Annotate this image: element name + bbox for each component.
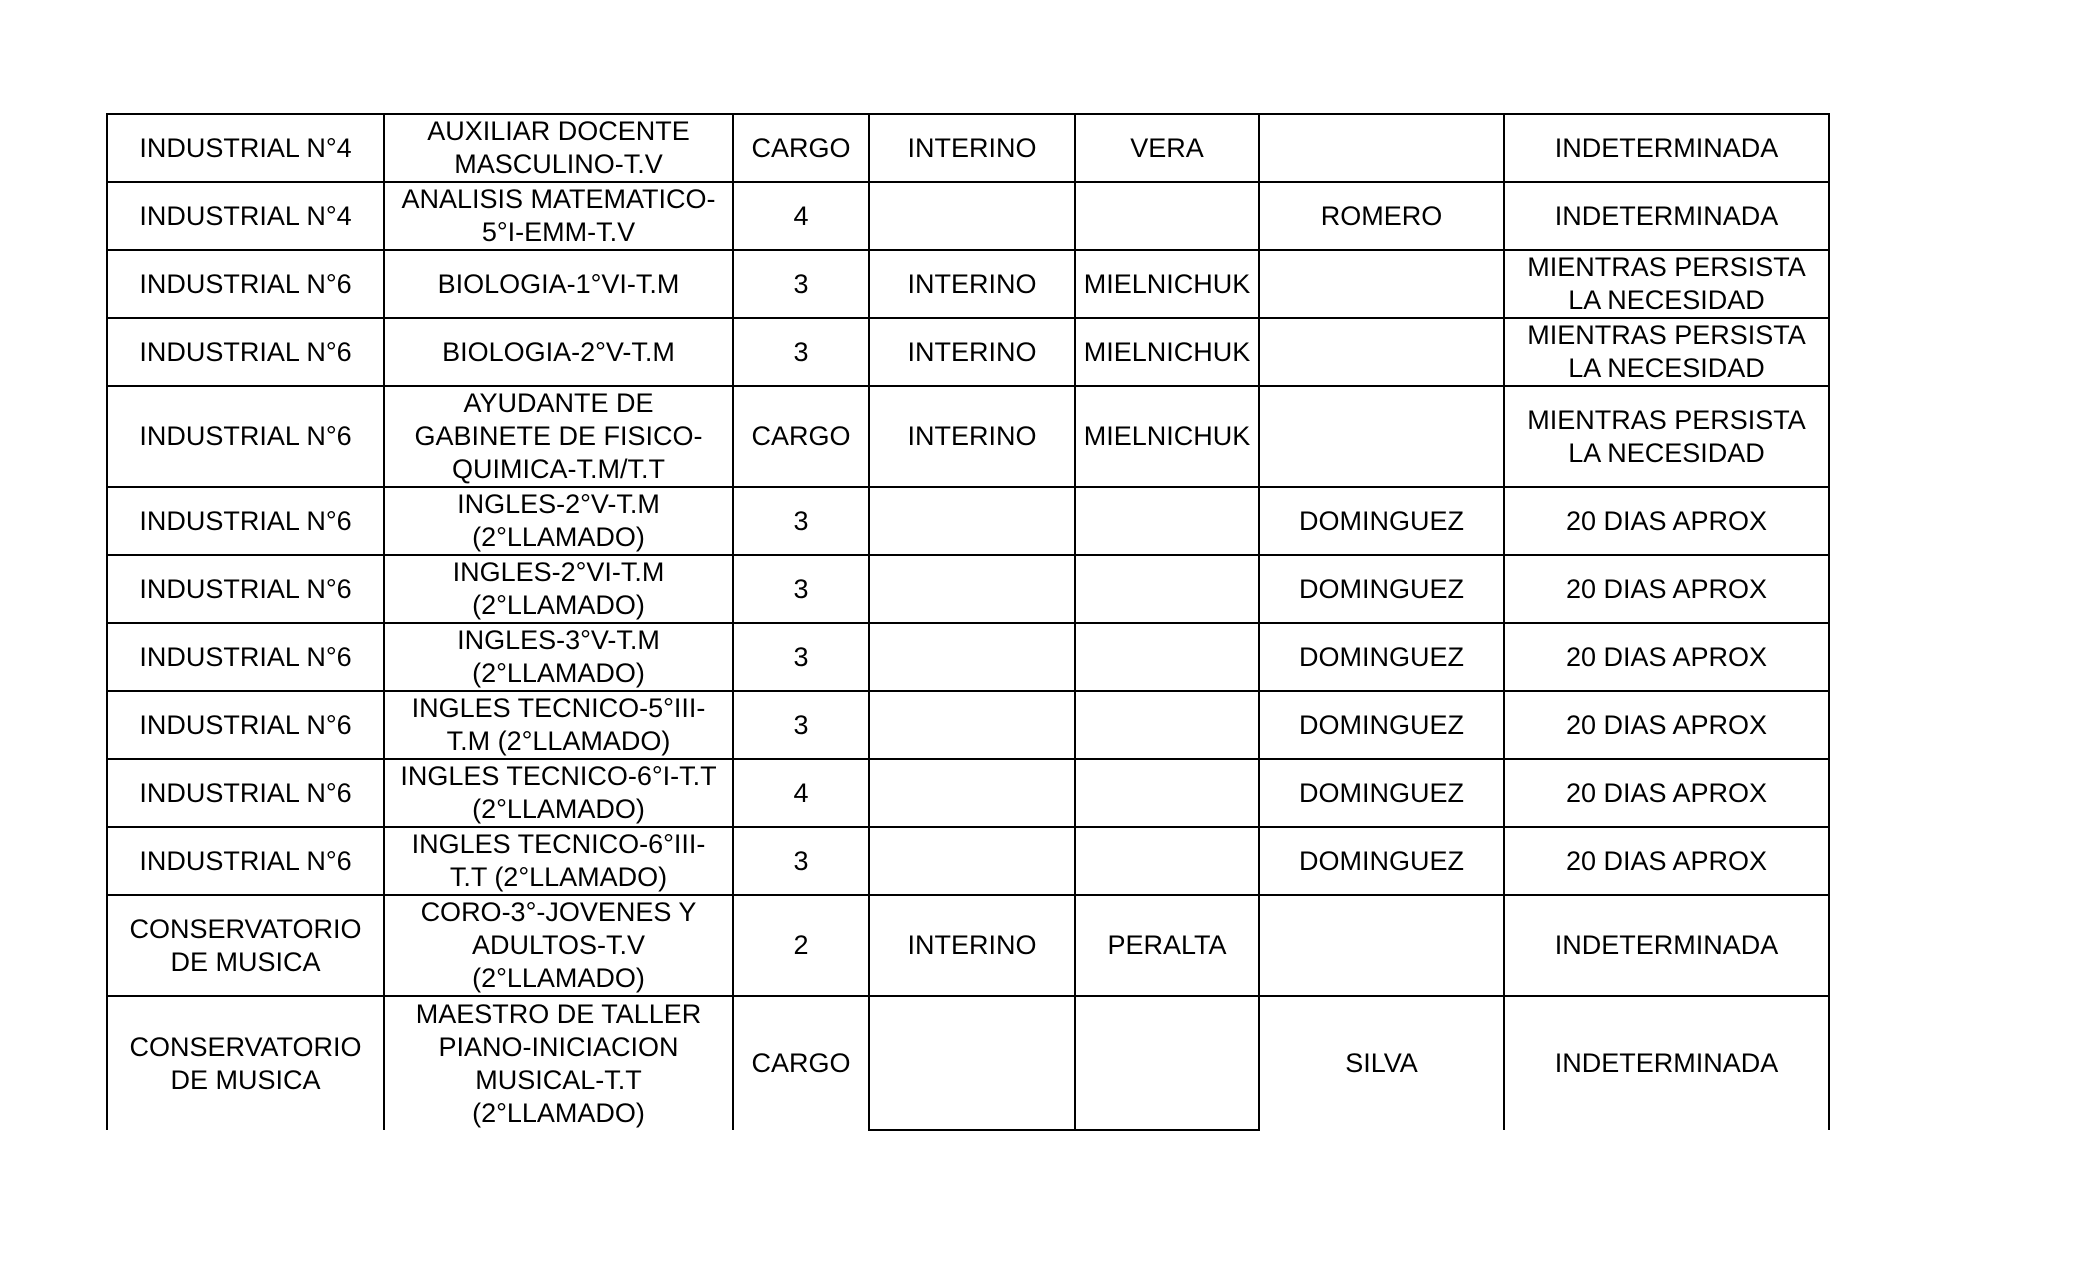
subject-cell: AUXILIAR DOCENTE MASCULINO-T.V bbox=[384, 114, 733, 182]
subject-cell: BIOLOGIA-1°VI-T.M bbox=[384, 250, 733, 318]
school-cell: INDUSTRIAL N°6 bbox=[107, 691, 384, 759]
subject-cell: MAESTRO DE TALLER PIANO-INICIACION MUSICAL-T.T (2°LLAMADO) bbox=[384, 996, 733, 1130]
subject-cell: INGLES-2°VI-T.M (2°LLAMADO) bbox=[384, 555, 733, 623]
teacher-cell: MIELNICHUK bbox=[1075, 386, 1259, 487]
subject-cell: CORO-3°-JOVENES Y ADULTOS-T.V (2°LLAMADO) bbox=[384, 895, 733, 996]
duration-cell: MIENTRAS PERSISTA LA NECESIDAD bbox=[1504, 386, 1829, 487]
teacher-cell bbox=[1075, 487, 1259, 555]
status-cell bbox=[869, 759, 1075, 827]
table-row bbox=[107, 318, 1829, 386]
duration-cell: MIENTRAS PERSISTA LA NECESIDAD bbox=[1504, 250, 1829, 318]
table-row bbox=[107, 114, 1829, 182]
table-row bbox=[107, 691, 1829, 759]
duration-cell: 20 DIAS APROX bbox=[1504, 827, 1829, 895]
duration-cell: INDETERMINADA bbox=[1504, 996, 1829, 1130]
school-cell: INDUSTRIAL N°6 bbox=[107, 623, 384, 691]
duration-cell: 20 DIAS APROX bbox=[1504, 691, 1829, 759]
replacement-cell: SILVA bbox=[1259, 996, 1504, 1130]
hours-cell: 3 bbox=[733, 555, 869, 623]
hours-cell: CARGO bbox=[733, 386, 869, 487]
table-body bbox=[107, 114, 1829, 1130]
teacher-cell: MIELNICHUK bbox=[1075, 318, 1259, 386]
hours-cell: 4 bbox=[733, 759, 869, 827]
teacher-cell bbox=[1075, 827, 1259, 895]
school-cell: INDUSTRIAL N°6 bbox=[107, 827, 384, 895]
duration-cell: 20 DIAS APROX bbox=[1504, 555, 1829, 623]
hours-cell: 4 bbox=[733, 182, 869, 250]
status-cell bbox=[869, 623, 1075, 691]
status-cell bbox=[869, 182, 1075, 250]
table-row bbox=[107, 827, 1829, 895]
replacement-cell: DOMINGUEZ bbox=[1259, 691, 1504, 759]
school-cell: CONSERVATORIO DE MUSICA bbox=[107, 895, 384, 996]
hours-cell: CARGO bbox=[733, 114, 869, 182]
table-row bbox=[107, 895, 1829, 996]
teacher-cell bbox=[1075, 555, 1259, 623]
school-cell: INDUSTRIAL N°6 bbox=[107, 555, 384, 623]
status-cell bbox=[869, 996, 1075, 1130]
replacement-cell: DOMINGUEZ bbox=[1259, 827, 1504, 895]
hours-cell: 2 bbox=[733, 895, 869, 996]
hours-cell: 3 bbox=[733, 487, 869, 555]
subject-cell: INGLES-2°V-T.M (2°LLAMADO) bbox=[384, 487, 733, 555]
duration-cell: 20 DIAS APROX bbox=[1504, 487, 1829, 555]
teacher-cell bbox=[1075, 691, 1259, 759]
duration-cell: INDETERMINADA bbox=[1504, 114, 1829, 182]
status-cell bbox=[869, 691, 1075, 759]
table-row bbox=[107, 250, 1829, 318]
replacement-cell: DOMINGUEZ bbox=[1259, 623, 1504, 691]
status-cell: INTERINO bbox=[869, 895, 1075, 996]
hours-cell: 3 bbox=[733, 827, 869, 895]
status-cell: INTERINO bbox=[869, 250, 1075, 318]
teacher-cell bbox=[1075, 623, 1259, 691]
status-cell bbox=[869, 487, 1075, 555]
table-row bbox=[107, 759, 1829, 827]
subject-cell: ANALISIS MATEMATICO- 5°I-EMM-T.V bbox=[384, 182, 733, 250]
replacement-cell bbox=[1259, 250, 1504, 318]
replacement-cell: DOMINGUEZ bbox=[1259, 487, 1504, 555]
teacher-cell: PERALTA bbox=[1075, 895, 1259, 996]
teacher-cell: MIELNICHUK bbox=[1075, 250, 1259, 318]
table-row bbox=[107, 182, 1829, 250]
replacement-cell: ROMERO bbox=[1259, 182, 1504, 250]
school-cell: INDUSTRIAL N°4 bbox=[107, 182, 384, 250]
status-cell bbox=[869, 827, 1075, 895]
replacement-cell bbox=[1259, 114, 1504, 182]
hours-cell: 3 bbox=[733, 691, 869, 759]
status-cell bbox=[869, 555, 1075, 623]
replacement-cell bbox=[1259, 895, 1504, 996]
teacher-cell bbox=[1075, 996, 1259, 1130]
school-cell: CONSERVATORIO DE MUSICA bbox=[107, 996, 384, 1130]
teacher-cell bbox=[1075, 759, 1259, 827]
status-cell: INTERINO bbox=[869, 318, 1075, 386]
replacement-cell bbox=[1259, 318, 1504, 386]
table-row bbox=[107, 623, 1829, 691]
subject-cell: INGLES TECNICO-5°III- T.M (2°LLAMADO) bbox=[384, 691, 733, 759]
subject-cell: INGLES-3°V-T.M (2°LLAMADO) bbox=[384, 623, 733, 691]
school-cell: INDUSTRIAL N°6 bbox=[107, 250, 384, 318]
vacancies-table bbox=[106, 113, 1830, 1131]
table-row bbox=[107, 386, 1829, 487]
replacement-cell: DOMINGUEZ bbox=[1259, 555, 1504, 623]
status-cell: INTERINO bbox=[869, 386, 1075, 487]
duration-cell: INDETERMINADA bbox=[1504, 182, 1829, 250]
school-cell: INDUSTRIAL N°4 bbox=[107, 114, 384, 182]
school-cell: INDUSTRIAL N°6 bbox=[107, 386, 384, 487]
duration-cell: 20 DIAS APROX bbox=[1504, 623, 1829, 691]
duration-cell: INDETERMINADA bbox=[1504, 895, 1829, 996]
duration-cell: 20 DIAS APROX bbox=[1504, 759, 1829, 827]
teacher-cell: VERA bbox=[1075, 114, 1259, 182]
table-row bbox=[107, 555, 1829, 623]
duration-cell: MIENTRAS PERSISTA LA NECESIDAD bbox=[1504, 318, 1829, 386]
subject-cell: AYUDANTE DE GABINETE DE FISICO- QUIMICA-T.M/T.T bbox=[384, 386, 733, 487]
teacher-cell bbox=[1075, 182, 1259, 250]
status-cell: INTERINO bbox=[869, 114, 1075, 182]
subject-cell: INGLES TECNICO-6°I-T.T (2°LLAMADO) bbox=[384, 759, 733, 827]
replacement-cell: DOMINGUEZ bbox=[1259, 759, 1504, 827]
school-cell: INDUSTRIAL N°6 bbox=[107, 759, 384, 827]
school-cell: INDUSTRIAL N°6 bbox=[107, 318, 384, 386]
replacement-cell bbox=[1259, 386, 1504, 487]
subject-cell: INGLES TECNICO-6°III- T.T (2°LLAMADO) bbox=[384, 827, 733, 895]
hours-cell: 3 bbox=[733, 250, 869, 318]
hours-cell: 3 bbox=[733, 623, 869, 691]
subject-cell: BIOLOGIA-2°V-T.M bbox=[384, 318, 733, 386]
table-row bbox=[107, 487, 1829, 555]
hours-cell: CARGO bbox=[733, 996, 869, 1130]
table-row bbox=[107, 996, 1829, 1130]
hours-cell: 3 bbox=[733, 318, 869, 386]
school-cell: INDUSTRIAL N°6 bbox=[107, 487, 384, 555]
